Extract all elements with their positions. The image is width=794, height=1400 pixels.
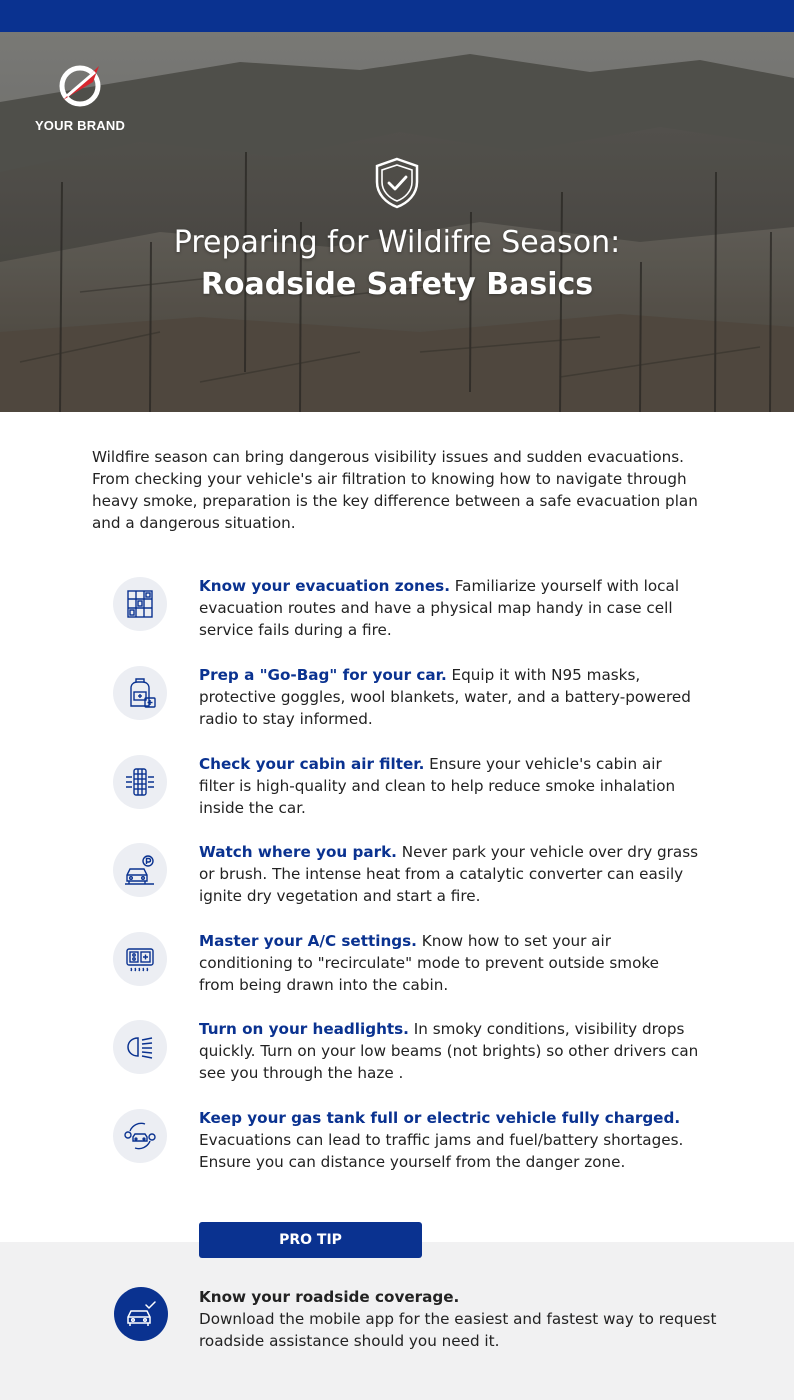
car-parking-icon bbox=[113, 843, 167, 897]
headlight-icon bbox=[113, 1020, 167, 1074]
tip-item bbox=[0, 932, 794, 1012]
shield-check-icon bbox=[372, 156, 422, 210]
tip-body: Know how to set your air conditioning to "recirculate" mode to prevent outside smoke from being drawn into the cabin. bbox=[199, 932, 659, 994]
title-line-1: Preparing for Wildifre Season: bbox=[173, 225, 621, 260]
tip-item bbox=[0, 843, 794, 923]
tip-item bbox=[0, 1109, 794, 1189]
tip-item bbox=[0, 755, 794, 835]
pro-tip-body: Download the mobile app for the easiest and fastest way to request roadside assistance should you need it. bbox=[199, 1310, 717, 1350]
tip-lead: Turn on your headlights. bbox=[199, 1020, 409, 1038]
tip-item bbox=[0, 666, 794, 746]
map-icon bbox=[113, 577, 167, 631]
tip-lead: Know your evacuation zones. bbox=[199, 577, 450, 595]
brand-logo bbox=[28, 60, 132, 133]
tip-item bbox=[0, 577, 794, 657]
tip-body: Ensure your vehicle's cabin air filter is high-quality and clean to help reduce smoke inhalation inside the car. bbox=[199, 755, 676, 817]
tip-lead: Prep a "Go-Bag" for your car. bbox=[199, 666, 447, 684]
hero-banner bbox=[0, 32, 794, 412]
air-filter-icon bbox=[113, 755, 167, 809]
backpack-first-aid-icon bbox=[113, 666, 167, 720]
tip-item bbox=[0, 1020, 794, 1100]
car-fuel-cycle-icon bbox=[113, 1109, 167, 1163]
tip-lead: Watch where you park. bbox=[199, 843, 397, 861]
tip-body: In smoky conditions, visibility drops quickly. Turn on your low beams (not brights) so other drivers can see you through the haze . bbox=[199, 1020, 699, 1082]
pro-tip-lead: Know your roadside coverage. bbox=[199, 1288, 460, 1306]
tip-body: Equip it with N95 masks, protective goggles, wool blankets, water, and a battery-powered radio to stay informed. bbox=[199, 666, 691, 728]
tip-lead: Master your A/C settings. bbox=[199, 932, 417, 950]
tip-lead: Check your cabin air filter. bbox=[199, 755, 425, 773]
title-line-2: Roadside Safety Basics bbox=[200, 267, 594, 302]
tip-body: Evacuations can lead to traffic jams and fuel/battery shortages. Ensure you can distance yourself from the danger zone. bbox=[199, 1131, 684, 1171]
page-title bbox=[0, 222, 794, 306]
tip-lead: Keep your gas tank full or electric vehicle fully charged. bbox=[199, 1109, 681, 1127]
tip-body: Never park your vehicle over dry grass or brush. The intense heat from a catalytic converter can easily ignite dry vegetation and start a fire. bbox=[199, 843, 699, 905]
pro-tip-label: PRO TIP bbox=[199, 1222, 422, 1258]
brand-name: YOUR BRAND bbox=[34, 118, 126, 133]
pro-tip-text bbox=[199, 1286, 719, 1352]
top-bar bbox=[0, 0, 794, 32]
arrow-swoosh-logo-icon bbox=[55, 60, 105, 110]
tip-body: Familiarize yourself with local evacuation routes and have a physical map handy in case cell service fails during a fire. bbox=[199, 577, 680, 639]
intro-paragraph: Wildfire season can bring dangerous visibility issues and sudden evacuations. From checking your vehicle's air filtration to knowing how to navigate through heavy smoke, preparation is the key difference between a safe evacuation plan and a dangerous situation. bbox=[92, 448, 698, 532]
ac-control-icon bbox=[113, 932, 167, 986]
car-check-icon bbox=[114, 1287, 168, 1341]
